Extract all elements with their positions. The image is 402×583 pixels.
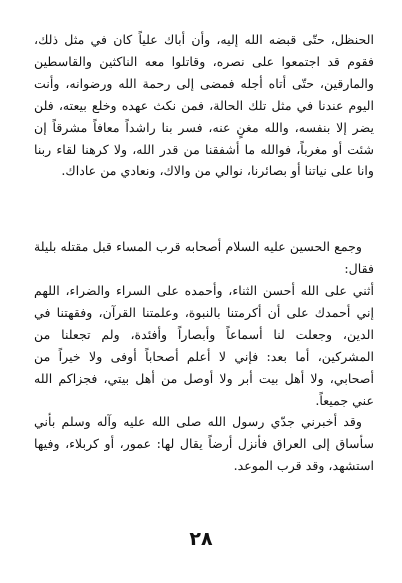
text-block-upper	[34, 29, 374, 182]
page-number: ٢٨	[189, 528, 213, 550]
paragraph-narration: وجمع الحسين عليه السلام أصحابه قرب المساء قبل مقتله بليلة فقال:	[34, 239, 374, 276]
paragraph-prophecy: وقد أخبرني جدّي رسول الله صلى الله عليه وآله وسلم بأني سأساق إلى العراق فأنزل أرضاً يقال لها: عمور، أو كربلاء، وفيها استشهد، وقد قرب الموعد.	[34, 414, 374, 474]
paragraph-speech: أثني على الله أحسن الثناء، وأحمده على السراء والضراء، اللهم إني أحمدك على أن أكرمتنا بالنبوة، وعلمتنا القرآن، وفقهتنا في الدين، وجعلت لنا أسماعاً وأبصاراً وأفئدة، ولم تجعلنا من المشركين، أما بعد: فإني لا أعلم أصحاباً أوفى ولا خيراً من أصحابي، ولا أهل بيت أبر ولا أوصل من أهل بيتي، فجزاكم الله عني جميعاً.	[34, 283, 374, 408]
text-block-middle	[34, 236, 374, 280]
paragraph-continuation: الحنظل، حتّى قبضه الله إليه، وأن أباك علياً كان في مثل ذلك، فقوم قد اجتمعوا على نصره، وقاتلوا معه الناكثين والقاسطين والمارقين، حتّى أتاه أجله فمضى إلى رحمة الله ورضوانه، وأنت اليوم عندنا في مثل تلك الحالة، فمن نكث عهده وخلع بيعته، فلن يضر إلا بنفسه، والله مغنٍ عنه، فسر بنا راشداً معافاً مشرقاً إن شئت أو مغرباً، فوالله ما أشفقنا من قدر الله، ولا كرهنا لقاء ربنا وانا على نياتنا أو بصائرنا، نوالي من والاك، ونعادي من عاداك.	[34, 32, 374, 179]
text-block-lower	[34, 280, 374, 477]
